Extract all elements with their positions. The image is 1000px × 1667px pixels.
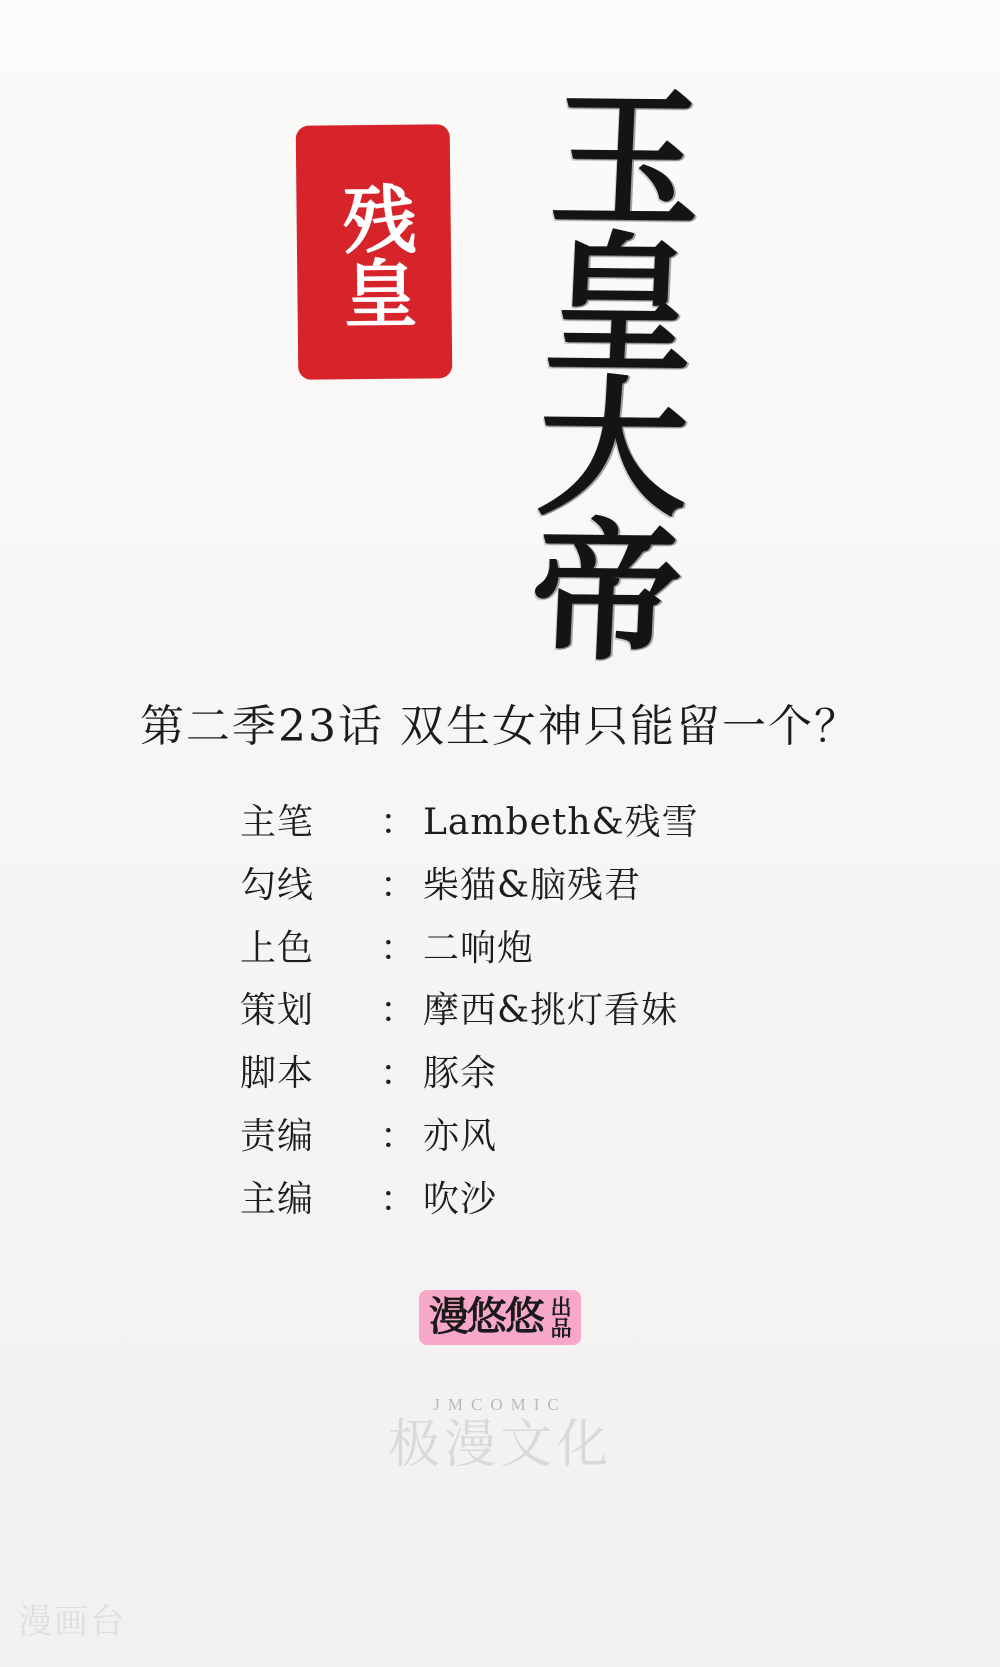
credit-value: 亦风 bbox=[423, 1115, 498, 1157]
credits-list bbox=[0, 800, 1000, 1224]
credit-value: 二响炮 bbox=[423, 927, 535, 969]
credit-separator: ： bbox=[380, 927, 418, 969]
credit-role: 主笔 bbox=[240, 802, 315, 843]
credit-role: 主编 bbox=[240, 1178, 315, 1220]
publisher-cn-name: 极漫文化 bbox=[387, 1415, 612, 1475]
seal-text: 残皇 bbox=[330, 180, 418, 330]
credit-role: 策划 bbox=[240, 990, 315, 1032]
title-logo bbox=[0, 60, 1000, 658]
credit-row bbox=[240, 800, 760, 847]
site-watermark: 漫画台 bbox=[18, 1602, 126, 1642]
credit-value: Lambeth&残雪 bbox=[423, 802, 699, 843]
studio-badge bbox=[419, 1290, 581, 1345]
credit-value: 吹沙 bbox=[423, 1178, 498, 1220]
credit-value: 豚余 bbox=[423, 1053, 498, 1095]
credit-row bbox=[240, 1051, 760, 1098]
credit-role: 责编 bbox=[240, 1115, 315, 1157]
publisher-latin-name: JMCOMIC bbox=[433, 1395, 567, 1414]
credit-role: 勾线 bbox=[240, 864, 315, 906]
credit-row bbox=[240, 926, 760, 973]
credit-row bbox=[240, 863, 760, 910]
credit-role: 脚本 bbox=[240, 1053, 315, 1095]
chapter-title: 第二季23话 双生女神只能留一个？ bbox=[140, 701, 860, 752]
studio-badge-suffix: 出品 bbox=[548, 1296, 574, 1338]
credit-separator: ： bbox=[380, 1115, 418, 1157]
credit-separator: ： bbox=[380, 802, 418, 843]
credit-role: 上色 bbox=[240, 927, 315, 969]
credit-row bbox=[240, 1177, 760, 1224]
credit-separator: ： bbox=[380, 864, 418, 906]
credit-separator: ： bbox=[380, 1178, 418, 1220]
credit-value: 摩西&挑灯看妹 bbox=[423, 990, 679, 1032]
publisher-logo bbox=[0, 1395, 1000, 1474]
credit-row bbox=[240, 1114, 760, 1161]
credit-separator: ： bbox=[380, 990, 418, 1032]
credit-value: 柴猫&脑残君 bbox=[423, 864, 642, 906]
studio-name: 漫悠悠 bbox=[428, 1293, 543, 1340]
credit-separator: ： bbox=[380, 1053, 418, 1095]
credit-row bbox=[240, 988, 760, 1035]
studio-badge-wrap bbox=[0, 1290, 1000, 1345]
brush-title-text: 玉皇大帝 bbox=[502, 79, 705, 658]
